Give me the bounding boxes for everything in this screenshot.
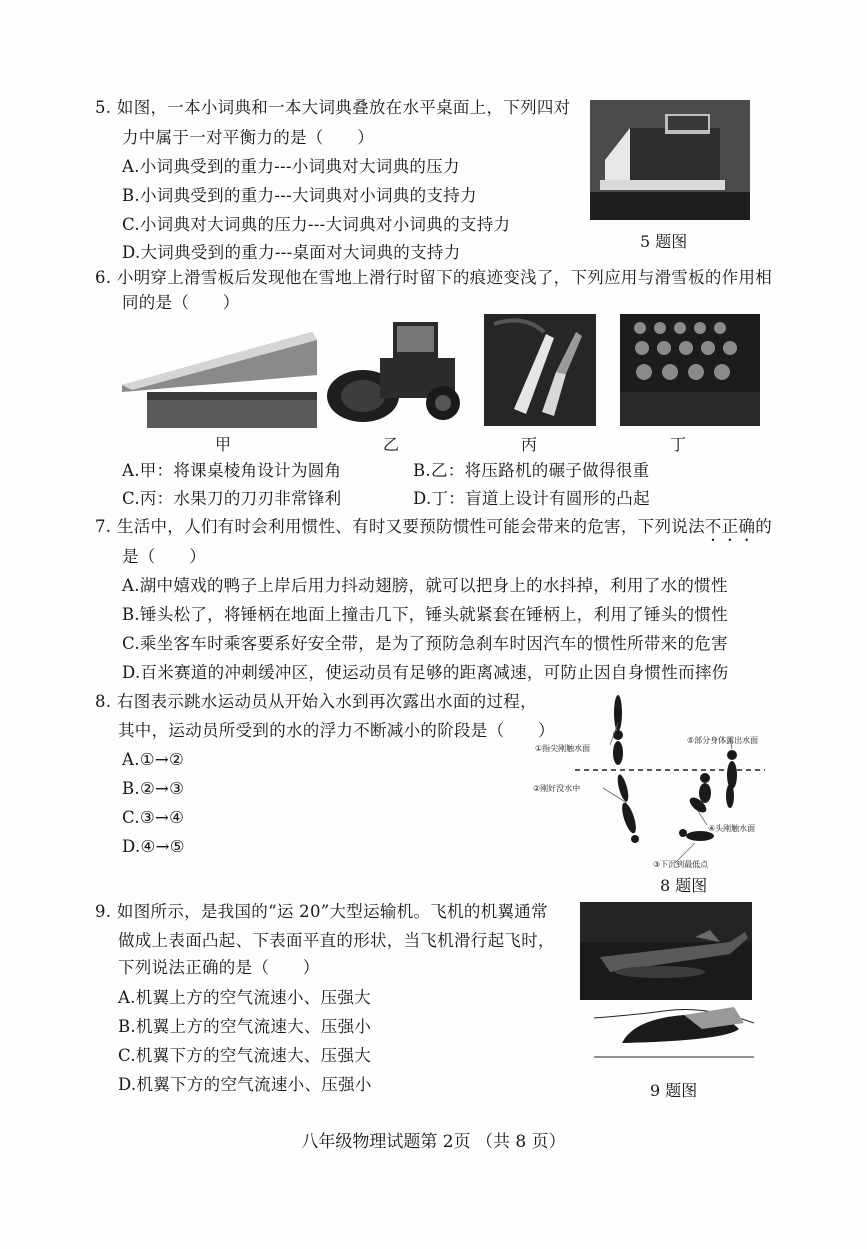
q5-option-b: B.小词典受到的重力---大词典对小词典的支持力 xyxy=(122,186,477,205)
q9-stem-line1: 9. 如图所示，是我国的“运 20”大型运输机。飞机的机翼通常 xyxy=(95,902,548,921)
q8-label-2: ②刚好没水中 xyxy=(533,784,581,793)
q9-stem-line3: 下列说法正确的是（ ） xyxy=(118,958,320,977)
q7-option-a: A.湖中嬉戏的鸭子上岸后用力抖动翅膀，就可以把身上的水抖掉，利用了水的惯性 xyxy=(122,576,728,595)
q7-option-d: D.百米赛道的冲刺缓冲区，使运动员有足够的距离减速，可防止因自身惯性而摔伤 xyxy=(122,663,729,682)
q7-stem-line2: 是（ ） xyxy=(122,547,206,566)
q8-label-1: ①指尖刚触水面 xyxy=(535,744,591,753)
q7-stem-emphasis: 不正确 xyxy=(704,517,756,536)
q9-option-c: C.机翼下方的空气流速大、压强大 xyxy=(118,1046,372,1065)
q8-label-3: ③下沉到最低点 xyxy=(653,860,709,869)
q5-dictionary-photo xyxy=(590,100,750,220)
q8-figure-caption: 8 题图 xyxy=(660,876,708,895)
q8-stem-line2: 其中，运动员所受到的水的浮力不断减小的阶段是（ ） xyxy=(118,721,555,740)
q9-figure-caption: 9 题图 xyxy=(650,1081,698,1100)
q6-caption-bing: 丙 xyxy=(521,435,538,454)
q6-option-b: B.乙：将压路机的碾子做得很重 xyxy=(413,461,650,480)
q5-option-c: C.小词典对大词典的压力---大词典对小词典的支持力 xyxy=(122,215,511,234)
q6-caption-ding: 丁 xyxy=(670,435,687,454)
q6-option-c: C.丙：水果刀的刀刃非常锋利 xyxy=(122,489,342,508)
q7-stem-line1 xyxy=(95,517,772,545)
q6-caption-jia: 甲 xyxy=(215,435,232,454)
q8-option-c: C.③→④ xyxy=(122,808,185,827)
q8-stem-line1: 8. 右图表示跳水运动员从开始入水到再次露出水面的过程， xyxy=(95,692,537,711)
q9-stem-line2: 做成上表面凸起、下表面平直的形状，当飞机滑行起飞时， xyxy=(118,931,555,950)
q6-stem-line1: 6. 小明穿上滑雪板后发现他在雪地上滑行时留下的痕迹变浅了，下列应用与滑雪板的作用相 xyxy=(95,268,773,287)
q6-stem-line2: 同的是（ ） xyxy=(122,293,240,312)
q5-figure-caption: 5 题图 xyxy=(640,232,688,251)
q8-label-5: ⑤部分身体露出水面 xyxy=(687,736,759,745)
q7-stem-part1: 7. 生活中，人们有时会利用惯性、有时又要预防惯性可能会带来的危害，下列说法 xyxy=(95,517,705,536)
q5-stem-line2: 力中属于一对平衡力的是（ ） xyxy=(122,128,374,147)
q6-caption-yi: 乙 xyxy=(383,435,400,454)
q8-diving-figure xyxy=(535,693,765,873)
page-footer: 八年级物理试题第 2页 （共 8 页） xyxy=(301,1132,566,1152)
q5-stem-line1: 5. 如图，一本小词典和一本大词典叠放在水平桌面上，下列四对 xyxy=(95,98,571,117)
q7-option-b: B.锤头松了，将锤柄在地面上撞击几下，锤头就紧套在锤柄上，利用了锤头的惯性 xyxy=(122,605,728,624)
q9-option-d: D.机翼下方的空气流速小、压强小 xyxy=(118,1075,372,1094)
q7-option-c: C.乘坐客车时乘客要系好安全带，是为了预防急刹车时因汽车的惯性所带来的危害 xyxy=(122,634,728,653)
q5-option-a: A.小词典受到的重力---小词典对大词典的压力 xyxy=(122,157,460,176)
q5-option-d: D.大词典受到的重力---桌面对大词典的支持力 xyxy=(122,243,461,262)
q6-fruit-knife-photo xyxy=(484,314,596,426)
q6-tactile-paving-photo xyxy=(620,314,760,426)
q6-option-a: A.甲：将课桌棱角设计为圆角 xyxy=(122,461,342,480)
q8-option-b: B.②→③ xyxy=(122,779,185,798)
q8-option-d: D.④→⑤ xyxy=(122,837,185,856)
q6-desk-corner-photo xyxy=(122,330,320,428)
q7-stem-part3: 的 xyxy=(755,517,773,536)
q8-option-a: A.①→② xyxy=(122,750,185,769)
q9-option-b: B.机翼上方的空气流速大、压强小 xyxy=(118,1017,372,1036)
q9-airfoil-diagram xyxy=(594,1003,754,1063)
q6-option-d: D.丁：盲道上设计有圆形的凸起 xyxy=(413,489,650,508)
q9-transport-aircraft-photo xyxy=(580,902,752,1000)
q6-road-roller-photo xyxy=(325,318,465,423)
q9-option-a: A.机翼上方的空气流速小、压强大 xyxy=(118,988,371,1007)
q8-label-4: ④头刚触水面 xyxy=(708,824,756,833)
